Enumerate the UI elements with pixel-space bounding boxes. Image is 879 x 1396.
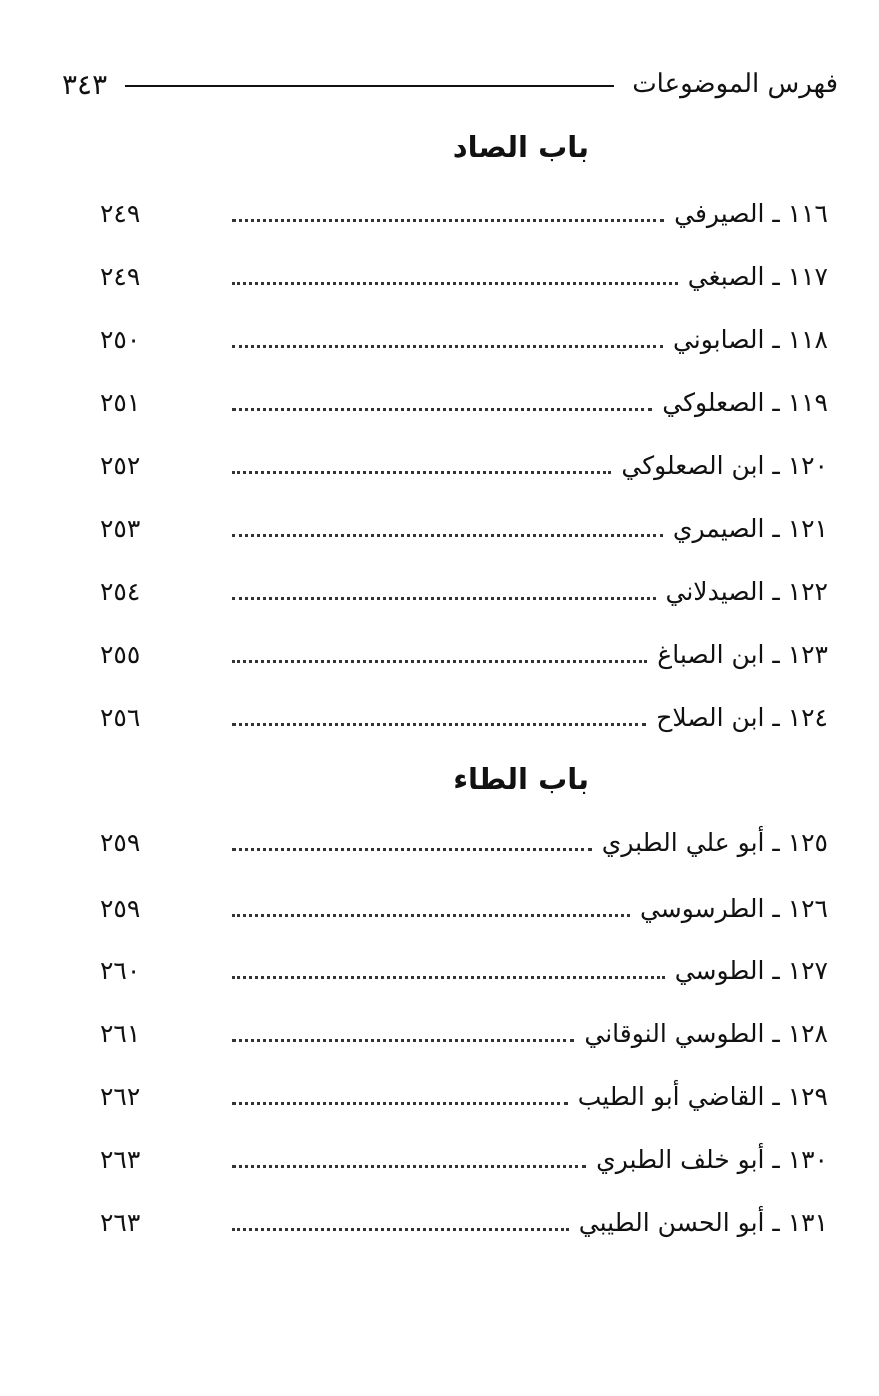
entry-title: ١٢٥ ـ أبو علي الطبري — [601, 827, 828, 857]
dot-leader — [232, 345, 663, 348]
entry-page-number: ٢٥٥ — [100, 639, 141, 669]
page-number: ٣٤٣ — [62, 67, 108, 101]
toc-entry — [100, 1200, 828, 1244]
entry-page-number: ٢٦٣ — [100, 1207, 141, 1237]
toc-entry — [100, 632, 828, 676]
toc-entry — [100, 254, 828, 298]
entry-page-number: ٢٤٩ — [100, 198, 141, 228]
dot-leader — [232, 597, 656, 600]
entry-page-number: ٢٥٦ — [100, 702, 141, 732]
dot-leader — [232, 660, 647, 663]
running-header — [62, 62, 838, 106]
entry-title: ١١٧ ـ الصبغي — [687, 261, 828, 291]
entry-title: ١٢٠ ـ ابن الصعلوكي — [621, 450, 828, 480]
dot-leader — [232, 1165, 586, 1168]
entry-page-number: ٢٤٩ — [100, 261, 141, 291]
entry-page-number: ٢٦٢ — [100, 1081, 141, 1111]
toc-entry — [100, 191, 828, 235]
entry-title: ١٢٣ ـ ابن الصباغ — [657, 639, 828, 669]
entry-page-number: ٢٦١ — [100, 1018, 141, 1048]
dot-leader — [232, 219, 664, 222]
dot-leader — [232, 471, 611, 474]
toc-entry — [100, 569, 828, 613]
section-heading: باب الصاد — [452, 130, 589, 164]
entry-page-number: ٢٥٤ — [100, 576, 141, 606]
header-rule — [125, 85, 614, 87]
entry-title: ١٣٠ ـ أبو خلف الطبري — [596, 1144, 828, 1174]
dot-leader — [232, 976, 665, 979]
entry-title: ١٢٢ ـ الصيدلاني — [665, 576, 828, 606]
toc-entry — [100, 886, 828, 930]
toc-entry — [100, 948, 828, 992]
entry-title: ١٢٨ ـ الطوسي النوقاني — [584, 1018, 828, 1048]
toc-entry — [100, 1011, 828, 1055]
section-heading: باب الطاء — [453, 762, 589, 796]
entry-page-number: ٢٦٠ — [100, 955, 141, 985]
entry-page-number: ٢٥٠ — [100, 324, 141, 354]
entry-title: ١٢٤ ـ ابن الصلاح — [656, 702, 828, 732]
entry-title: ١٣١ ـ أبو الحسن الطيبي — [578, 1207, 828, 1237]
dot-leader — [232, 848, 592, 851]
toc-entry — [100, 820, 828, 864]
toc-entry — [100, 443, 828, 487]
entry-page-number: ٢٥٩ — [100, 893, 141, 923]
dot-leader — [232, 914, 630, 917]
dot-leader — [232, 534, 663, 537]
dot-leader — [232, 1039, 574, 1042]
toc-entry — [100, 380, 828, 424]
entry-title: ١١٩ ـ الصعلوكي — [662, 387, 828, 417]
dot-leader — [232, 723, 646, 726]
entry-title: ١١٦ ـ الصيرفي — [674, 198, 828, 228]
toc-entry — [100, 695, 828, 739]
dot-leader — [232, 408, 652, 411]
entry-page-number: ٢٥١ — [100, 387, 141, 417]
entry-page-number: ٢٥٩ — [100, 827, 141, 857]
entry-title: ١٢٦ ـ الطرسوسي — [639, 893, 828, 923]
dot-leader — [232, 282, 678, 285]
running-title: فهرس الموضوعات — [632, 69, 838, 99]
toc-entry — [100, 317, 828, 361]
entry-page-number: ٢٥٣ — [100, 513, 141, 543]
entry-title: ١٢٩ ـ القاضي أبو الطيب — [577, 1081, 828, 1111]
toc-entry — [100, 506, 828, 550]
dot-leader — [232, 1102, 568, 1105]
toc-entry — [100, 1137, 828, 1181]
entry-title: ١٢١ ـ الصيمري — [672, 513, 828, 543]
entry-title: ١٢٧ ـ الطوسي — [674, 955, 828, 985]
dot-leader — [232, 1228, 569, 1231]
entry-title: ١١٨ ـ الصابوني — [672, 324, 828, 354]
toc-entry — [100, 1074, 828, 1118]
entry-page-number: ٢٥٢ — [100, 450, 141, 480]
entry-page-number: ٢٦٣ — [100, 1144, 141, 1174]
